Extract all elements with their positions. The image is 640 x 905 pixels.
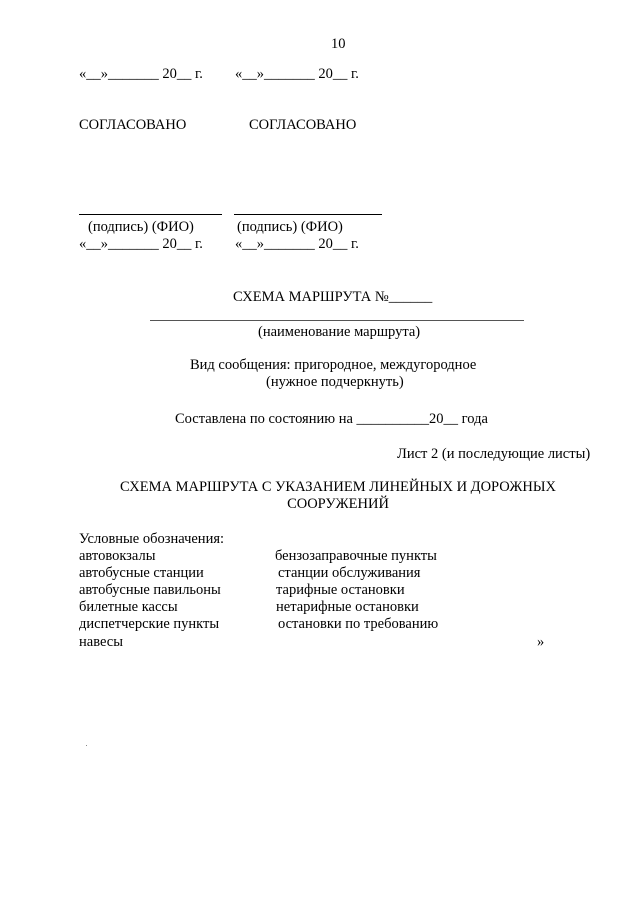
legend-item: диспетчерские пункты xyxy=(79,616,220,632)
legend-item: автобусные станции xyxy=(79,565,204,581)
legend-item: автовокзалы xyxy=(79,548,156,564)
page-number: 10 xyxy=(331,36,346,52)
scheme-title: СХЕМА МАРШРУТА №______ xyxy=(233,289,433,305)
agreed-left: СОГЛАСОВАНО xyxy=(79,117,187,133)
closing-quote: » xyxy=(537,634,545,650)
scheme-heading-line2: СООРУЖЕНИЙ xyxy=(287,496,389,512)
legend-item: нетарифные остановки xyxy=(276,599,419,615)
legend-item: бензозаправочные пункты xyxy=(275,548,437,564)
date-right-top: «__»_______ 20__ г. xyxy=(235,66,359,82)
agreed-right: СОГЛАСОВАНО xyxy=(249,117,357,133)
route-name-line xyxy=(150,320,524,321)
underline-note: (нужное подчеркнуть) xyxy=(266,374,404,390)
route-name-caption: (наименование маршрута) xyxy=(258,324,421,340)
message-type: Вид сообщения: пригородное, междугородное xyxy=(190,357,477,373)
legend-item: автобусные павильоны xyxy=(79,582,221,598)
compiled-as-of: Составлена по состоянию на __________20__ года xyxy=(175,411,488,427)
signature-line-left xyxy=(79,214,222,215)
scheme-heading-line1: СХЕМА МАРШРУТА С УКАЗАНИЕМ ЛИНЕЙНЫХ И ДОРОЖНЫХ xyxy=(120,479,556,495)
date-right-bottom: «__»_______ 20__ г. xyxy=(235,236,359,252)
legend-title: Условные обозначения: xyxy=(79,531,225,547)
signature-caption-left: (подпись) (ФИО) xyxy=(88,219,194,235)
legend-item: навесы xyxy=(79,634,123,650)
legend-item: станции обслуживания xyxy=(278,565,421,581)
signature-line-right xyxy=(234,214,382,215)
sheet-label: Лист 2 (и последующие листы) xyxy=(397,446,591,462)
legend-item: тарифные остановки xyxy=(276,582,405,598)
date-left-top: «__»_______ 20__ г. xyxy=(79,66,203,82)
signature-caption-right: (подпись) (ФИО) xyxy=(237,219,343,235)
legend-item: остановки по требованию xyxy=(278,616,439,632)
legend-item: билетные кассы xyxy=(79,599,178,615)
scan-speck xyxy=(86,745,87,746)
date-left-bottom: «__»_______ 20__ г. xyxy=(79,236,203,252)
